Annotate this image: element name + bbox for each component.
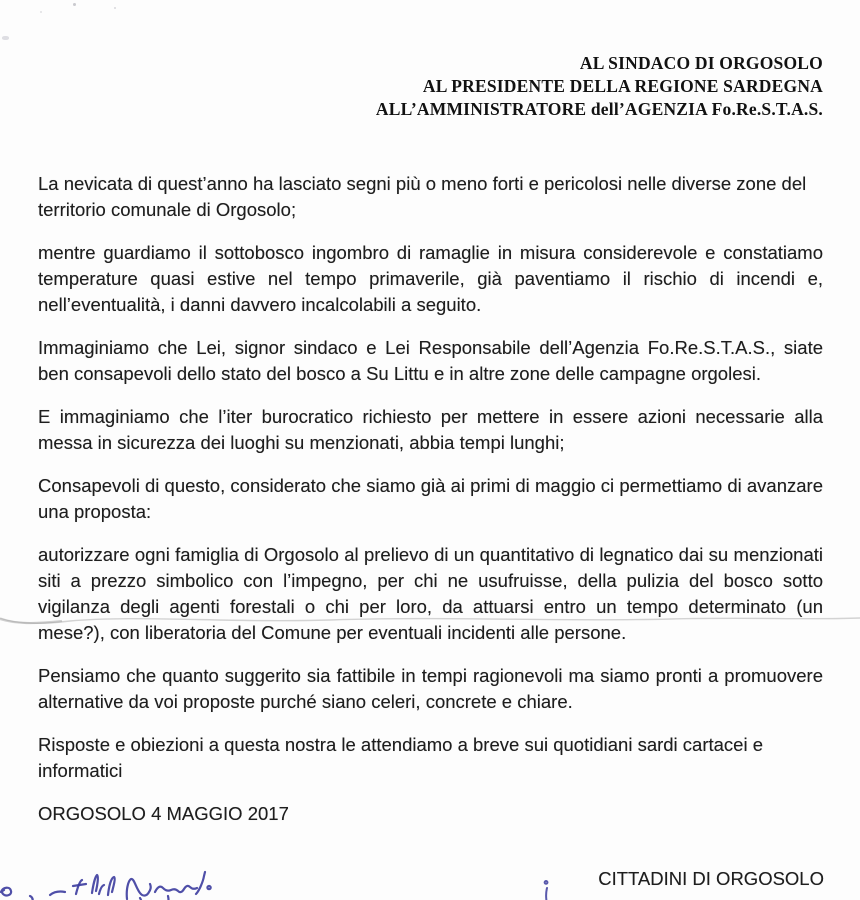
recipient-line: ALL’AMMINISTRATORE dell’AGENZIA Fo.Re.S.T.A.S. [375,99,823,119]
letter-paragraph: Immaginiamo che Lei, signor sindaco e Lei Responsabile dell’Agenzia Fo.Re.S.T.A.S., siate ben consapevoli dello stato del bosco a Su Littu e in altre zone delle campagne orgolesi. [38,337,823,384]
handwritten-signature [0,858,235,900]
letter-paragraph: E immaginiamo che l’iter burocratico richiesto per mettere in essere azioni necessarie alla messa in sicurezza dei luoghi su menzionati, abbia tempi lunghi; [38,406,823,453]
letter-paragraph: Consapevoli di questo, considerato che siamo già ai primi di maggio ci permettiamo di avanzare una proposta: [38,475,823,522]
letter-paragraph: mentre guardiamo il sottobosco ingombro di ramaglie in misura considerevole e constatiamo temperature quasi estive nel tempo primaverile, già paventiamo il rischio di incendi e, nell’eventualità, i danni davvero incalcolabili a seguito. [38,242,823,315]
letter-paragraph: autorizzare ogni famiglia di Orgosolo al prelievo di un quantitativo di legnatico dai su menzionati siti a prezzo simbolico con l’impegno, per chi ne usufruisse, della pulizia del bosco sotto vigilanza degli agenti forestali o chi per loro, da attuarsi entro un tempo determinato (un mese?), con liberatoria del Comune per eventuali incidenti alle persone. [38,544,823,643]
ink-mark [538,878,558,900]
letter-body [38,171,823,784]
letter-paragraph: Pensiamo che quanto suggerito sia fattibile in tempi ragionevoli ma siamo pronti a promuovere alternative da voi proposte purché siano celeri, concrete e chiare. [38,665,823,712]
recipient-line: AL PRESIDENTE DELLA REGIONE SARDEGNA [422,76,823,96]
scan-smudge [2,36,9,40]
date-line: ORGOSOLO 4 MAGGIO 2017 [38,803,289,824]
signature-title: CITTADINI DI ORGOSOLO [598,868,824,889]
letter-paragraph: La nevicata di quest’anno ha lasciato segni più o meno forti e pericolosi nelle diverse zone del territorio comunale di Orgosolo; [38,173,807,220]
letter-content [38,0,823,827]
recipient-line: AL SINDACO DI ORGOSOLO [579,53,823,73]
letter-paragraph: Risposte e obiezioni a questa nostra le attendiamo a breve sui quotidiani sardi cartacei e informatici [38,734,764,781]
recipient-block [38,52,823,121]
